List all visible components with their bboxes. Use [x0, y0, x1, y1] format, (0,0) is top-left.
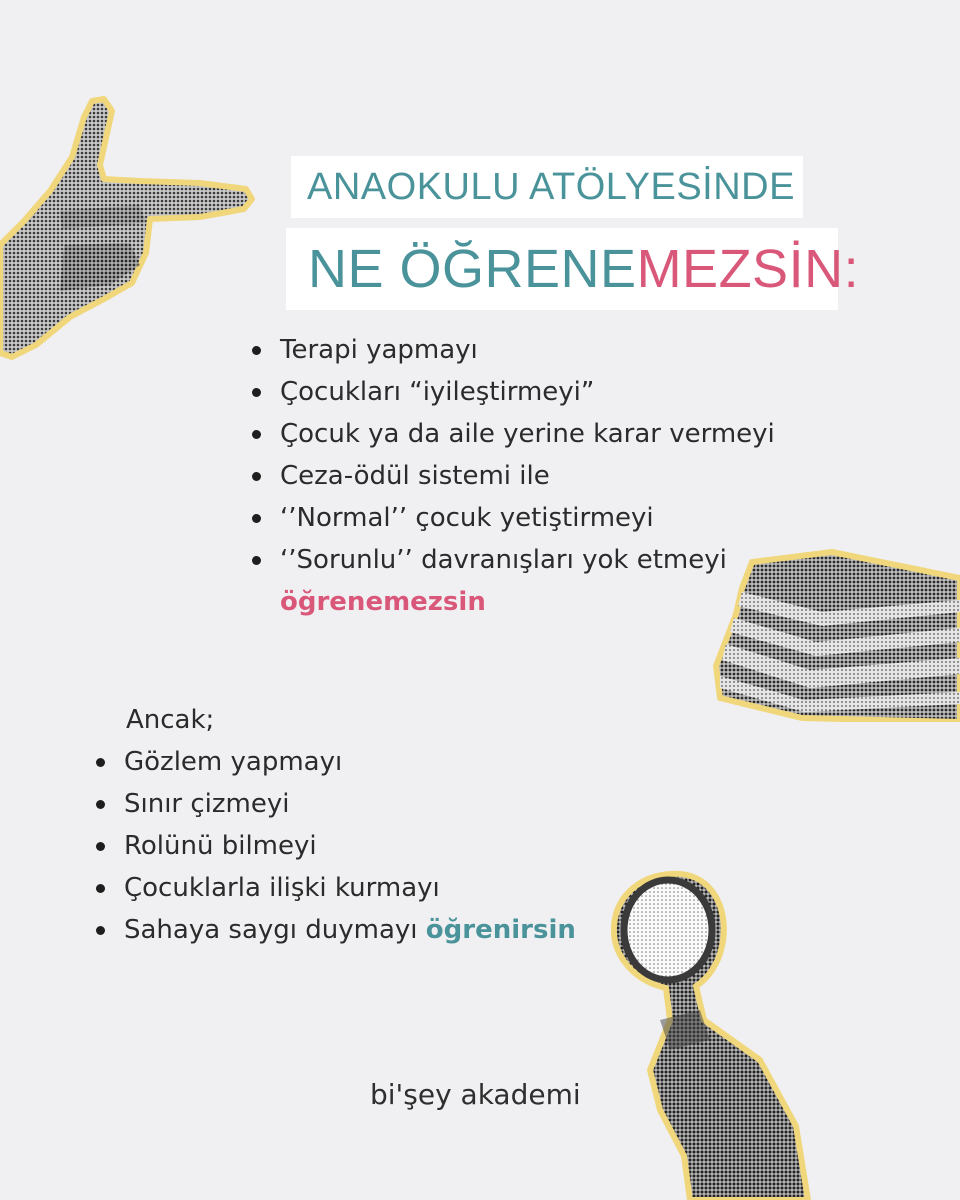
- list-item-text: Sahaya saygı duymayı: [124, 915, 426, 945]
- list-item: Terapi yapmayı: [252, 329, 775, 371]
- list-item: Gözlem yapmayı: [96, 741, 576, 783]
- can-learn-list: [96, 741, 576, 951]
- title-line-1-text: ANAOKULU ATÖLYESİNDE: [307, 166, 795, 208]
- list-item: ‘’Normal’’ çocuk yetiştirmeyi: [252, 497, 775, 539]
- list-item: Ceza-ödül sistemi ile: [252, 455, 775, 497]
- list-item: ‘’Sorunlu’’ davranışları yok etmeyi: [252, 539, 775, 581]
- list-item: Sınır çizmeyi: [96, 783, 576, 825]
- title-line-2-highlight: MEZSİN:: [636, 239, 860, 299]
- title-line-1: [291, 156, 803, 218]
- list-item: Çocuklarla ilişki kurmayı: [96, 867, 576, 909]
- list-item: Çocuk ya da aile yerine karar vermeyi: [252, 413, 775, 455]
- second-list-intro: Ancak;: [126, 705, 215, 735]
- title-line-2-main: NE ÖĞRENE: [308, 239, 637, 299]
- cannot-learn-conclusion: öğrenemezsin: [280, 587, 486, 617]
- list-item: [96, 909, 576, 951]
- title-line-2: [286, 228, 860, 310]
- pointing-hand-icon: [0, 95, 260, 365]
- book-stack-icon: [712, 548, 960, 722]
- list-item: Çocukları “iyileştirmeyi”: [252, 371, 775, 413]
- can-learn-conclusion: öğrenirsin: [425, 915, 576, 945]
- list-item: Rolünü bilmeyi: [96, 825, 576, 867]
- cannot-learn-list: [252, 329, 775, 581]
- magnifying-glass-icon: [600, 870, 840, 1200]
- brand-name: bi'şey akademi: [370, 1078, 581, 1111]
